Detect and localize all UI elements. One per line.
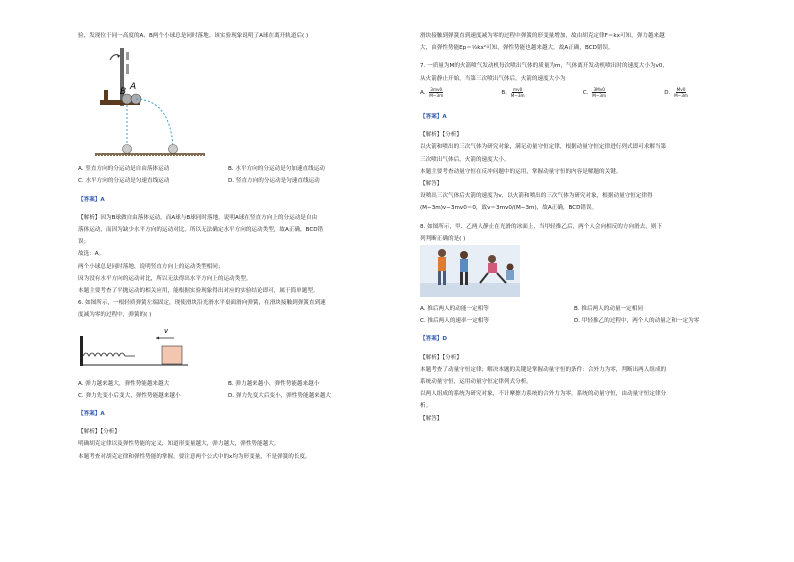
q7-stem-0: 7. 一质量为M的火箭喷气发动机每次喷出气体的质量为m，气体离开发动机喷出时的速度大小为v0， (420, 63, 669, 70)
stand-clip (126, 52, 129, 60)
q7-analysis-6: (M−3m)v−3mv0＝0，故v＝3mv0/(M−3m)，故A正确，BCD错误。 (420, 205, 598, 212)
q5-answer: 【答案】A (78, 196, 105, 203)
q7-analysis-2: 三次喷出气体后，火箭的速度大小。 (420, 156, 510, 163)
q8-option-d: D. 甲轻推乙的过程中，两个人的动量之和一定为零 (574, 318, 700, 325)
q7-option-a-letter: A. (420, 89, 426, 96)
q5-analysis-4: 两个小球总是同时落地，说明竖直方向上的运动类型相同； (78, 263, 224, 270)
q8-analysis-3: 以两人组成的系统为研究对象，不计摩擦力系统的合外力为零，系统的动量守恒，由动量守恒定律分 (420, 391, 667, 398)
q7-option-c-letter: C. (582, 89, 589, 96)
q7-analysis-4: 【解答】 (420, 181, 443, 188)
q7-option-c-num: 3Mv0 (593, 86, 605, 92)
q7-option-b-letter: B. (501, 89, 507, 96)
q6-stem-0: 6. 如图所示，一根轻质弹簧左端固定，现使滑块沿光滑水平桌面滑向弹簧，在滑块接触到弹簧直到速 (78, 300, 326, 307)
q8-options-row-2 (420, 315, 728, 327)
spring-diagram (78, 322, 188, 372)
q7-option-b-num: mv0 (513, 86, 523, 92)
q6-analysis-2: 本题考查对胡克定律和弹性势能的掌握，要注意两个公式中的x均为形变量，不是弹簧的长度。 (78, 453, 311, 460)
skater-jia-head (438, 249, 446, 257)
q6-solution-0: 滑块接触到弹簧直到速度减为零的过程中弹簧的形变量增加，故由胡克定律F＝kx可知，弹力越来越 (420, 33, 665, 39)
q8-stem-1: 列判断正确的是( ) (420, 235, 466, 242)
q5-analysis-6: 本题主要考查了平抛运动的相关应用，能根据实验现象得出对应的实验结论即可，属于简单题型。 (78, 288, 319, 295)
support-post (104, 90, 108, 102)
q7-stem-1: 从火箭静止开始，当第三次喷出气体后，火箭的速度大小为 (420, 75, 566, 82)
q8-option-c: C. 推后两人的速率一定相等 (420, 318, 489, 325)
wall (80, 336, 83, 366)
q8-stem-0: 8. 如图所示，甲、乙两人静止在光滑的冰面上，当甲轻推乙后，两个人会向相反的方向滑去，则下 (420, 223, 663, 230)
q7-option-d-letter: D. (664, 89, 671, 96)
parabolic-path (136, 99, 173, 147)
q6-option-b: B. 弹力越来越小，弹性势能越来越小 (228, 380, 320, 387)
q8-answer: 【答案】D (420, 336, 448, 343)
q6-option-a: A. 弹力越来越大，弹性势能越来越大 (78, 380, 170, 387)
q6-stem-1: 度减为零的过程中，弹簧的( ) (78, 312, 152, 319)
q6-options-row-2 (78, 390, 378, 402)
q5-option-b: B. 水平方向的分运动是匀加速直线运动 (228, 166, 325, 173)
q7-analysis-0: 【解析】【分析】 (420, 132, 462, 139)
skater-yi-leg (460, 272, 463, 285)
q5-analysis-0: 【解析】因为B球做自由落体运动，而A球与B球同时落地，说明A球在竖直方向上的分运动是自由 (78, 214, 318, 221)
q7-options (420, 87, 690, 99)
skater-jia-leg-2 (443, 271, 446, 285)
q8-options-row-1 (420, 303, 728, 315)
q8-analysis-4: 析。 (420, 403, 432, 410)
skater-yi-body (460, 259, 468, 272)
q6-answer: 【答案】A (78, 411, 105, 418)
q7-option-a-fraction (429, 87, 443, 98)
q8-analysis-2: 系统动量守恒，运用动量守恒定律列式分析。 (420, 379, 532, 386)
q6-option-c: C. 弹力先变小后变大，弹性势能越来越小 (78, 392, 181, 399)
q7-option-d-fraction (674, 87, 688, 98)
skater-yi-head-right (507, 264, 514, 271)
velocity-arrow-icon (156, 336, 159, 339)
q5-option-a: A. 竖直方向的分运动是自由落体运动 (78, 166, 170, 173)
skater-jia-head-right (488, 255, 496, 263)
q7-option-a (420, 87, 445, 99)
q5-option-c: C. 水平方向的分运动是匀速直线运动 (78, 178, 170, 185)
q5-options-row-1 (78, 163, 378, 175)
q7-option-c-den: M−3m (592, 92, 607, 98)
skater-jia-leg (438, 271, 441, 285)
q7-option-a-num: 3mv0 (430, 86, 443, 92)
q8-analysis-0: 【解析】【分析】 (420, 354, 462, 361)
figure-spring-block (78, 322, 378, 372)
block (162, 346, 182, 364)
skater-jia-body-right (488, 263, 497, 273)
figure-projectile-experiment (78, 42, 378, 157)
q6-analysis-1: 明确胡克定律以及弹性势能的定义，知道形变量越大，弹力越大，弹性势能越大。 (78, 441, 280, 448)
q6-solution-1: 大，由弹性势能Ep＝½kx²可知，弹性势能也越来越大，故A正确，BCD错误。 (420, 45, 614, 52)
ball-landed-b (169, 145, 178, 154)
skater-yi-leg-2 (465, 272, 468, 285)
skater-jia-body (438, 257, 446, 271)
q8-analysis-1: 本题考查了动量守恒定律；解决本题的关键是掌握动量守恒的条件：合外力为零，判断出两人组成的 (420, 366, 667, 373)
q5-analysis-5: 因为没有水平方向的运动对比，所以无法得出水平方向上的运动类型。 (78, 275, 252, 282)
figure-skaters (420, 245, 728, 297)
skaters-illustration (420, 245, 520, 297)
projectile-diagram (90, 42, 210, 157)
q5-option-d: D. 竖直方向的分运动是匀速直线运动 (228, 178, 320, 185)
q5-analysis-2: 误； (78, 239, 90, 246)
q8-analysis-5: 【解答】 (420, 415, 443, 422)
q5-stem-tail: 验，发现位于同一高度的A、B两个小球总是同时落地。该实验现象说明了A球在离开轨道后( ) (78, 33, 309, 39)
ball-landed-a (123, 145, 132, 154)
q6-option-d: D. 弹力先变大后变小，弹性势能越来越大 (228, 392, 331, 399)
q7-option-d-den: M−3m (674, 92, 688, 98)
q7-answer: 【答案】A (420, 114, 447, 121)
velocity-label: v (164, 326, 169, 335)
q5-options-row-2 (78, 175, 378, 187)
q8-option-a: A. 推后两人的动能一定相等 (420, 306, 489, 313)
spring (83, 353, 135, 356)
q5-analysis-3: 故选：A。 (78, 251, 105, 258)
q7-option-c (583, 87, 608, 99)
right-column (420, 30, 728, 425)
left-column (78, 30, 378, 463)
q7-analysis-3: 本题主要考查动量守恒在反冲问题中的运用，掌握动量守恒的内容是解题的关键。 (420, 168, 622, 175)
q6-analysis-0: 【解析】【分析】 (78, 429, 120, 436)
q7-option-b (501, 87, 526, 99)
q8-option-b: B. 推后两人的动量一定相同 (574, 306, 643, 313)
ice-surface (420, 283, 520, 297)
arrow-head-icon (117, 54, 120, 58)
q7-option-b-den: M−3m (510, 92, 525, 98)
label-b: B (120, 87, 127, 98)
skater-yi-head (460, 251, 468, 259)
q7-option-c-fraction (592, 87, 606, 98)
label-a: A (130, 82, 137, 93)
q7-analysis-1: 以火箭和喷出的三次气体为研究对象，满足动量守恒定律，根据动量守恒定律进行列式即可求解当第 (420, 144, 667, 151)
q5-analysis-1: 落体运动，而因为缺少水平方向的运动对比，所以无法确定水平方向的运动类型，故A正确，BCD错 (78, 227, 324, 234)
q6-options-row-1 (78, 378, 378, 390)
q7-option-d-num: Mv0 (676, 86, 686, 92)
q7-option-d (664, 87, 690, 99)
skater-yi-body-right (506, 270, 514, 280)
q7-analysis-5: 设喷出三次气体后火箭的速度为v，以火箭和喷出的三次气体为研究对象，根据动量守恒定律得 (420, 193, 653, 200)
stand-clip-2 (126, 64, 129, 74)
q7-option-a-den: M−3m (429, 92, 444, 98)
q7-option-b-fraction (511, 87, 525, 98)
